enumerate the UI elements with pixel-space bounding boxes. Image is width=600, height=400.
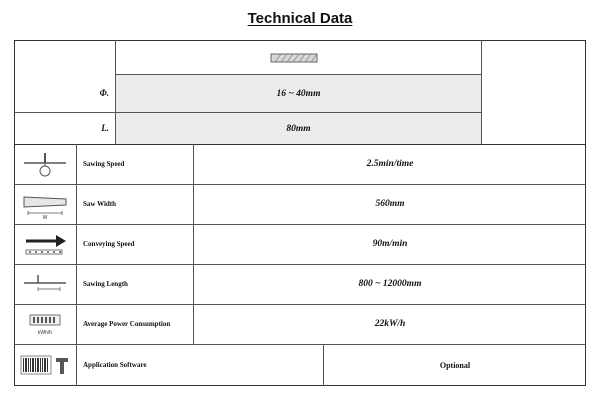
conveyor-arrow-icon [14,224,76,264]
spec-label: Average Power Consumption [83,320,171,328]
spec-value: 800 ~ 12000mm [358,279,422,289]
phi-value-cell [116,75,481,112]
spec-label: Saw Width [83,200,117,208]
power-meter-icon [14,304,76,344]
spec-row [14,144,586,184]
spec-label: Sawing Speed [83,160,125,168]
spec-row [14,344,586,386]
spec-row [14,224,586,264]
phi-value: 16 ~ 40mm [276,88,321,99]
saw-width-icon [14,184,76,224]
l-value: 80mm [286,123,311,134]
spec-row [14,304,586,344]
spec-value: 560mm [375,199,405,209]
top-section [14,40,586,144]
sawing-length-icon [14,264,76,304]
l-value-cell [116,113,481,144]
software-barcode-icon [14,344,76,386]
spec-value: 22kW/h [374,319,406,329]
page-title: Technical Data [247,10,353,27]
rod-image-cell [115,40,481,74]
spec-value: 2.5min/time [366,159,414,169]
spec-value: 90m/min [372,239,408,249]
saw-width-marker: W [42,215,48,219]
spec-value: Optional [439,360,471,370]
power-meter-text: kWh/h [37,330,53,336]
phi-label: Φ. [99,88,109,98]
spec-row [14,264,586,304]
spec-label: Sawing Length [83,280,128,288]
spec-label: Application Software [83,361,147,369]
l-label: L. [101,123,109,133]
spec-row [14,184,586,224]
saw-blade-icon [14,144,76,184]
rod-diagram-icon [115,40,481,74]
spec-label: Conveying Speed [83,240,135,248]
